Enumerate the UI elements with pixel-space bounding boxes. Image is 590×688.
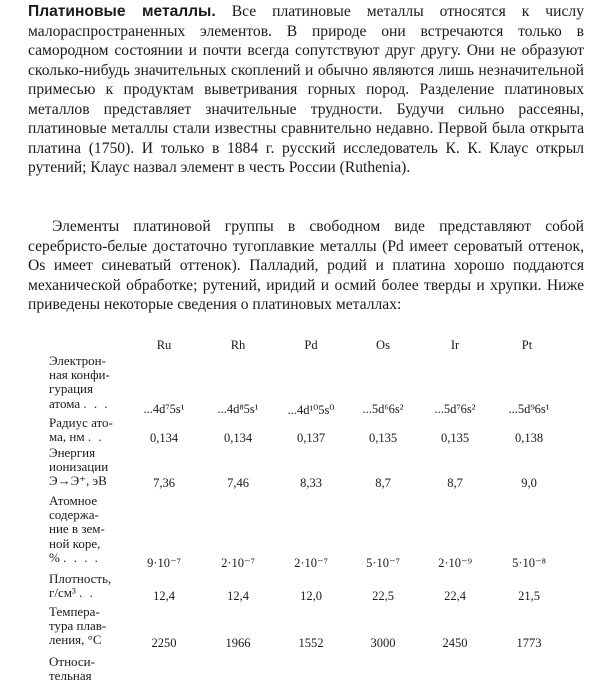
cell-ionization-pd: 8,33 [300, 476, 322, 490]
cell-radius-pd: 0,137 [296, 431, 326, 445]
cell-ionization-pt: 9,0 [521, 476, 537, 490]
cell-abundance-pt: 5·10⁻⁸ [512, 556, 546, 570]
cell-abundance-ir: 2·10⁻⁹ [438, 556, 472, 570]
cell-density-ru: 12,4 [153, 589, 175, 603]
cell-ionization-ir: 8,7 [447, 476, 463, 490]
cell-radius-ru: 0,134 [149, 431, 179, 445]
cell-config-os: ...5d⁶6s² [362, 402, 404, 416]
cell-melting-ir: 2450 [442, 636, 468, 650]
cell-abundance-rh: 2·10⁻⁷ [221, 556, 255, 570]
cell-radius-os: 0,135 [368, 431, 398, 445]
row-label-ionization-energy: Энергия ионизации Э→Э⁺, эВ [49, 445, 109, 489]
column-header-ru: Ru [156, 338, 172, 352]
row-label-atomic-radius: Радиус ато- ма, нм . . [49, 415, 113, 445]
row-label-relative: Относи- тельная [49, 654, 95, 684]
column-header-rh: Rh [230, 338, 246, 352]
cell-ionization-os: 8,7 [375, 476, 391, 490]
cell-melting-pt: 1773 [516, 636, 542, 650]
cell-melting-rh: 1966 [225, 636, 251, 650]
cell-config-ir: ...5d⁷6s² [434, 402, 476, 416]
cell-density-pd: 12,0 [300, 589, 322, 603]
cell-radius-rh: 0,134 [223, 431, 253, 445]
cell-config-pt: ...5d⁹6s¹ [508, 402, 550, 416]
cell-radius-pt: 0,138 [514, 431, 544, 445]
cell-config-rh: ...4d⁸5s¹ [217, 402, 259, 416]
cell-config-ru: ...4d⁷5s¹ [143, 402, 185, 416]
cell-abundance-ru: 9·10⁻⁷ [147, 556, 181, 570]
cell-abundance-os: 5·10⁻⁷ [366, 556, 400, 570]
paragraph1-text: Все платиновые металлы относятся к числу малораспространенных элементов. В природе они встречаются только в самородном состоянии и почти всегда сопутствуют друг другу. Они не образуют сколько-нибудь значительных скоплений и обычно являются лишь незначительной примесью к продуктам выветривания горных пород. Разделение платиновых металлов представляет значительные трудности. Будучи сильно рассеяны, платиновые металлы стали известны сравнительно недавно. Первой была открыта платина (1750). И только в 1884 г. русский исследователь К. К. Клаус открыл рутений; Клаус назвал элемент в честь России (Ruthenia). [28, 3, 584, 176]
column-header-pt: Pt [521, 338, 533, 352]
section-heading: Платиновые металлы. [28, 3, 216, 20]
cell-abundance-pd: 2·10⁻⁷ [294, 556, 328, 570]
column-header-ir: Ir [450, 338, 460, 352]
column-header-pd: Pd [304, 338, 318, 352]
paragraph2-text: Элементы платиновой группы в свободном виде представляют собой серебристо-белые достаточно тугоплавкие металлы (Pd имеет сероватый оттенок, Os имеет синеватый оттенок). Палладий, родий и платина хорошо поддаются механической обработке; рутений, иридий и осмий более тверды и хрупки. Ниже приведены некоторые сведения о платиновых металлах: [28, 218, 584, 313]
cell-radius-ir: 0,135 [440, 431, 470, 445]
cell-density-rh: 12,4 [227, 589, 249, 603]
cell-ionization-rh: 7,46 [227, 476, 249, 490]
cell-density-ir: 22,4 [444, 589, 466, 603]
cell-density-pt: 21,5 [518, 589, 540, 603]
row-label-density: Плотность, г/см³ . . [49, 571, 112, 601]
row-label-electron-config: Электрон- ная конфи- гурация атома . . . [49, 353, 110, 411]
cell-melting-pd: 1552 [298, 636, 324, 650]
cell-ionization-ru: 7,36 [153, 476, 175, 490]
row-label-crustal-abundance: Атомное содержа- ние в зем- ной коре, % . . . . [49, 493, 105, 565]
cell-config-pd: ...4d¹⁰5s⁰ [287, 403, 335, 417]
column-header-os: Os [376, 338, 390, 352]
row-label-melting-point: Темпера- тура плав- ления, °С [49, 604, 107, 648]
cell-melting-ru: 2250 [151, 636, 177, 650]
cell-density-os: 22,5 [372, 589, 394, 603]
cell-melting-os: 3000 [370, 636, 396, 650]
